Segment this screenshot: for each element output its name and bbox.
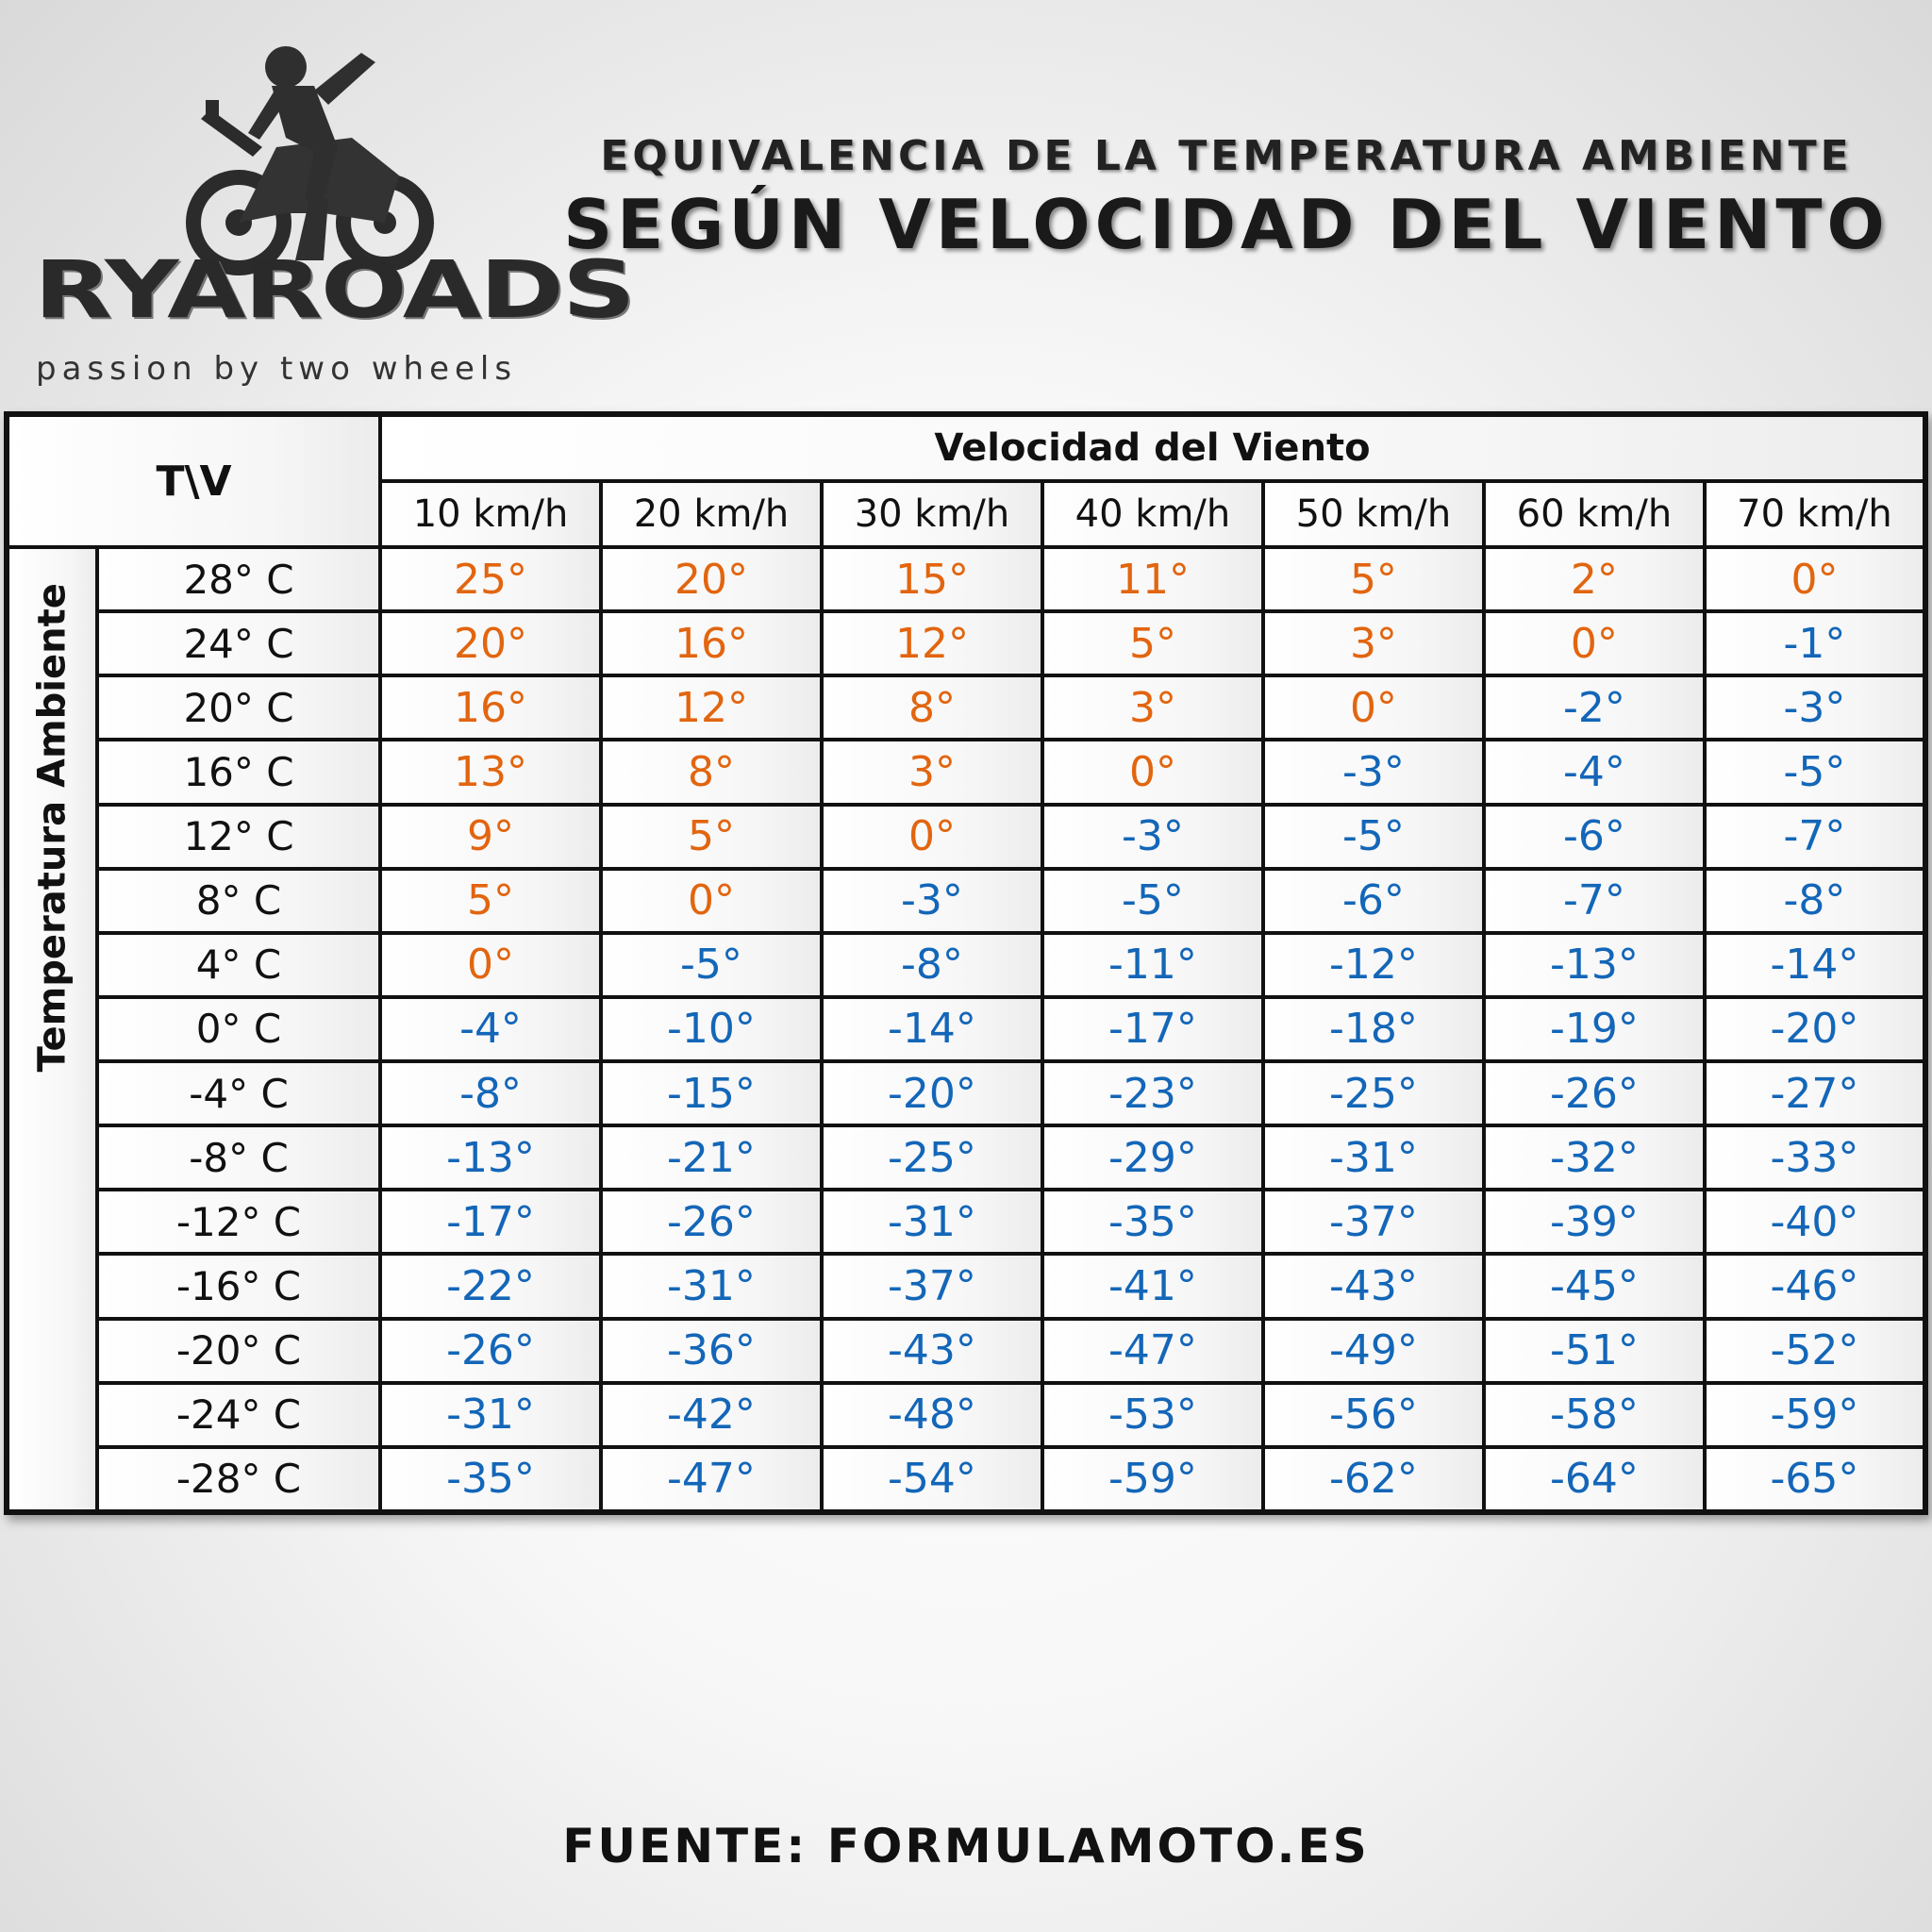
wind-chill-value-cell: -19° (1484, 997, 1705, 1061)
wind-chill-value-cell: 2° (1484, 547, 1705, 611)
wind-chill-value-cell: -7° (1705, 805, 1925, 869)
wind-chill-value-cell: -49° (1263, 1319, 1484, 1383)
wind-chill-value-cell: -54° (822, 1447, 1042, 1512)
ambient-temperature-cell: 4° C (97, 933, 380, 997)
wind-chill-value-cell: 0° (1263, 675, 1484, 740)
wind-speed-header: Velocidad del Viento (380, 414, 1925, 481)
wind-chill-value-cell: -35° (380, 1447, 601, 1512)
ambient-temperature-cell: 12° C (97, 805, 380, 869)
ambient-temperature-axis-label (7, 547, 97, 1512)
wind-chill-value-cell: 3° (1042, 675, 1263, 740)
wind-chill-value-cell: -5° (1042, 869, 1263, 933)
speed-header-cell: 40 km/h (1042, 481, 1263, 547)
wind-chill-value-cell: 0° (1705, 547, 1925, 611)
wind-chill-value-cell: -47° (601, 1447, 822, 1512)
wind-chill-value-cell: -47° (1042, 1319, 1263, 1383)
wind-chill-value-cell: -52° (1705, 1319, 1925, 1383)
ambient-temperature-cell: 28° C (97, 547, 380, 611)
wind-chill-value-cell: -36° (601, 1319, 822, 1383)
table-row (7, 547, 1925, 611)
wind-chill-value-cell: -12° (1263, 933, 1484, 997)
wind-chill-value-cell: 16° (601, 611, 822, 675)
wind-chill-value-cell: -7° (1484, 869, 1705, 933)
wind-chill-value-cell: -8° (380, 1061, 601, 1125)
wind-chill-value-cell: -26° (601, 1190, 822, 1254)
wind-chill-value-cell: -20° (822, 1061, 1042, 1125)
wind-chill-value-cell: -41° (1042, 1254, 1263, 1318)
title-line-2: SEGÚN VELOCIDAD DEL VIENTO (563, 185, 1890, 264)
wind-chill-value-cell: -4° (380, 997, 601, 1061)
wind-chill-value-cell: -6° (1484, 805, 1705, 869)
wind-chill-value-cell: 8° (601, 740, 822, 804)
wind-chill-value-cell: -39° (1484, 1190, 1705, 1254)
speed-header-cell: 10 km/h (380, 481, 601, 547)
wind-chill-value-cell: 5° (1042, 611, 1263, 675)
speed-header-cell: 70 km/h (1705, 481, 1925, 547)
table-row (7, 805, 1925, 869)
table-row (7, 611, 1925, 675)
table-body (7, 547, 1925, 1512)
wind-chill-value-cell: 12° (822, 611, 1042, 675)
source-credit: FUENTE: FORMULAMOTO.ES (562, 1819, 1370, 1874)
wind-chill-value-cell: 0° (601, 869, 822, 933)
wind-chill-value-cell: -42° (601, 1383, 822, 1447)
wind-chill-value-cell: -51° (1484, 1319, 1705, 1383)
wind-chill-value-cell: -3° (1042, 805, 1263, 869)
brand-name: RYAROADS (34, 243, 634, 337)
wind-chill-value-cell: 9° (380, 805, 601, 869)
table-row (7, 869, 1925, 933)
ambient-temperature-cell: -4° C (97, 1061, 380, 1125)
ambient-temperature-cell: 16° C (97, 740, 380, 804)
wind-chill-value-cell: -40° (1705, 1190, 1925, 1254)
wind-chill-value-cell: -26° (1484, 1061, 1705, 1125)
wind-chill-value-cell: 13° (380, 740, 601, 804)
wind-chill-value-cell: -25° (822, 1125, 1042, 1190)
wind-chill-value-cell: -46° (1705, 1254, 1925, 1318)
wind-chill-value-cell: -59° (1705, 1383, 1925, 1447)
wind-chill-value-cell: -23° (1042, 1061, 1263, 1125)
table-row (7, 933, 1925, 997)
wind-chill-value-cell: -45° (1484, 1254, 1705, 1318)
ambient-temperature-cell: -20° C (97, 1319, 380, 1383)
ambient-temperature-axis-text: Temperatura Ambiente (30, 583, 75, 1073)
speed-header-cell: 50 km/h (1263, 481, 1484, 547)
table-row (7, 1447, 1925, 1512)
wind-chill-value-cell: -31° (380, 1383, 601, 1447)
wind-chill-value-cell: 5° (380, 869, 601, 933)
wind-chill-value-cell: -5° (601, 933, 822, 997)
wind-chill-value-cell: -32° (1484, 1125, 1705, 1190)
ambient-temperature-cell: -12° C (97, 1190, 380, 1254)
wind-chill-value-cell: -37° (1263, 1190, 1484, 1254)
ambient-temperature-cell: -28° C (97, 1447, 380, 1512)
ambient-temperature-cell: -24° C (97, 1383, 380, 1447)
wind-chill-value-cell: -10° (601, 997, 822, 1061)
wind-chill-value-cell: -22° (380, 1254, 601, 1318)
wind-chill-value-cell: -1° (1705, 611, 1925, 675)
wind-chill-value-cell: 25° (380, 547, 601, 611)
wind-chill-value-cell: -13° (380, 1125, 601, 1190)
wind-chill-value-cell: -37° (822, 1254, 1042, 1318)
wind-chill-value-cell: 8° (822, 675, 1042, 740)
wind-chill-value-cell: -43° (822, 1319, 1042, 1383)
motorcycle-rider-icon (173, 34, 446, 279)
speed-header-cell: 60 km/h (1484, 481, 1705, 547)
wind-chill-value-cell: -58° (1484, 1383, 1705, 1447)
wind-chill-value-cell: -14° (1705, 933, 1925, 997)
speed-header-cell: 30 km/h (822, 481, 1042, 547)
wind-chill-value-cell: -3° (822, 869, 1042, 933)
table-row (7, 740, 1925, 804)
table-row (7, 1125, 1925, 1190)
wind-chill-value-cell: -8° (822, 933, 1042, 997)
wind-chill-value-cell: -27° (1705, 1061, 1925, 1125)
ambient-temperature-cell: 24° C (97, 611, 380, 675)
ambient-temperature-cell: 0° C (97, 997, 380, 1061)
wind-chill-value-cell: 11° (1042, 547, 1263, 611)
table-row (7, 1061, 1925, 1125)
wind-chill-value-cell: -15° (601, 1061, 822, 1125)
wind-chill-value-cell: -17° (380, 1190, 601, 1254)
table-row (7, 1319, 1925, 1383)
wind-chill-value-cell: -59° (1042, 1447, 1263, 1512)
wind-chill-value-cell: 12° (601, 675, 822, 740)
wind-chill-value-cell: -26° (380, 1319, 601, 1383)
wind-chill-value-cell: -18° (1263, 997, 1484, 1061)
wind-chill-value-cell: -17° (1042, 997, 1263, 1061)
speed-header-cell: 20 km/h (601, 481, 822, 547)
wind-chill-value-cell: 3° (822, 740, 1042, 804)
table-row (7, 1254, 1925, 1318)
wind-chill-table (4, 411, 1928, 1515)
ambient-temperature-cell: 8° C (97, 869, 380, 933)
table-row (7, 1383, 1925, 1447)
wind-chill-value-cell: -56° (1263, 1383, 1484, 1447)
wind-chill-value-cell: 0° (1484, 611, 1705, 675)
wind-chill-value-cell: -4° (1484, 740, 1705, 804)
wind-chill-value-cell: 5° (601, 805, 822, 869)
wind-chill-value-cell: 16° (380, 675, 601, 740)
wind-chill-value-cell: -20° (1705, 997, 1925, 1061)
wind-chill-value-cell: -11° (1042, 933, 1263, 997)
wind-chill-value-cell: -8° (1705, 869, 1925, 933)
title-line-1: EQUIVALENCIA DE LA TEMPERATURA AMBIENTE (600, 132, 1853, 180)
wind-chill-value-cell: -31° (1263, 1125, 1484, 1190)
wind-chill-value-cell: 5° (1263, 547, 1484, 611)
wind-chill-value-cell: 0° (1042, 740, 1263, 804)
table-corner-label: T\V (7, 414, 380, 547)
wind-chill-value-cell: -53° (1042, 1383, 1263, 1447)
wind-chill-value-cell: -6° (1263, 869, 1484, 933)
wind-chill-value-cell: -13° (1484, 933, 1705, 997)
wind-chill-value-cell: -48° (822, 1383, 1042, 1447)
wind-chill-value-cell: -43° (1263, 1254, 1484, 1318)
wind-chill-value-cell: -31° (822, 1190, 1042, 1254)
wind-chill-value-cell: -35° (1042, 1190, 1263, 1254)
wind-chill-value-cell: -25° (1263, 1061, 1484, 1125)
wind-chill-value-cell: 20° (380, 611, 601, 675)
wind-chill-value-cell: -29° (1042, 1125, 1263, 1190)
wind-chill-value-cell: -14° (822, 997, 1042, 1061)
ambient-temperature-cell: -16° C (97, 1254, 380, 1318)
wind-chill-value-cell: -21° (601, 1125, 822, 1190)
table-row (7, 997, 1925, 1061)
wind-chill-value-cell: -64° (1484, 1447, 1705, 1512)
ambient-temperature-cell: 20° C (97, 675, 380, 740)
table-row (7, 1190, 1925, 1254)
brand-tagline: passion by two wheels (36, 350, 518, 388)
wind-chill-value-cell: -3° (1263, 740, 1484, 804)
wind-chill-value-cell: -62° (1263, 1447, 1484, 1512)
wind-chill-value-cell: 0° (822, 805, 1042, 869)
brand-logo (26, 34, 634, 388)
ambient-temperature-cell: -8° C (97, 1125, 380, 1190)
wind-chill-value-cell: -31° (601, 1254, 822, 1318)
wind-chill-value-cell: 0° (380, 933, 601, 997)
wind-chill-value-cell: -2° (1484, 675, 1705, 740)
wind-chill-value-cell: -3° (1705, 675, 1925, 740)
wind-chill-value-cell: 15° (822, 547, 1042, 611)
wind-chill-value-cell: 3° (1263, 611, 1484, 675)
wind-chill-value-cell: -5° (1263, 805, 1484, 869)
wind-chill-value-cell: 20° (601, 547, 822, 611)
wind-chill-value-cell: -33° (1705, 1125, 1925, 1190)
wind-chill-value-cell: -65° (1705, 1447, 1925, 1512)
table-row (7, 675, 1925, 740)
wind-chill-value-cell: -5° (1705, 740, 1925, 804)
